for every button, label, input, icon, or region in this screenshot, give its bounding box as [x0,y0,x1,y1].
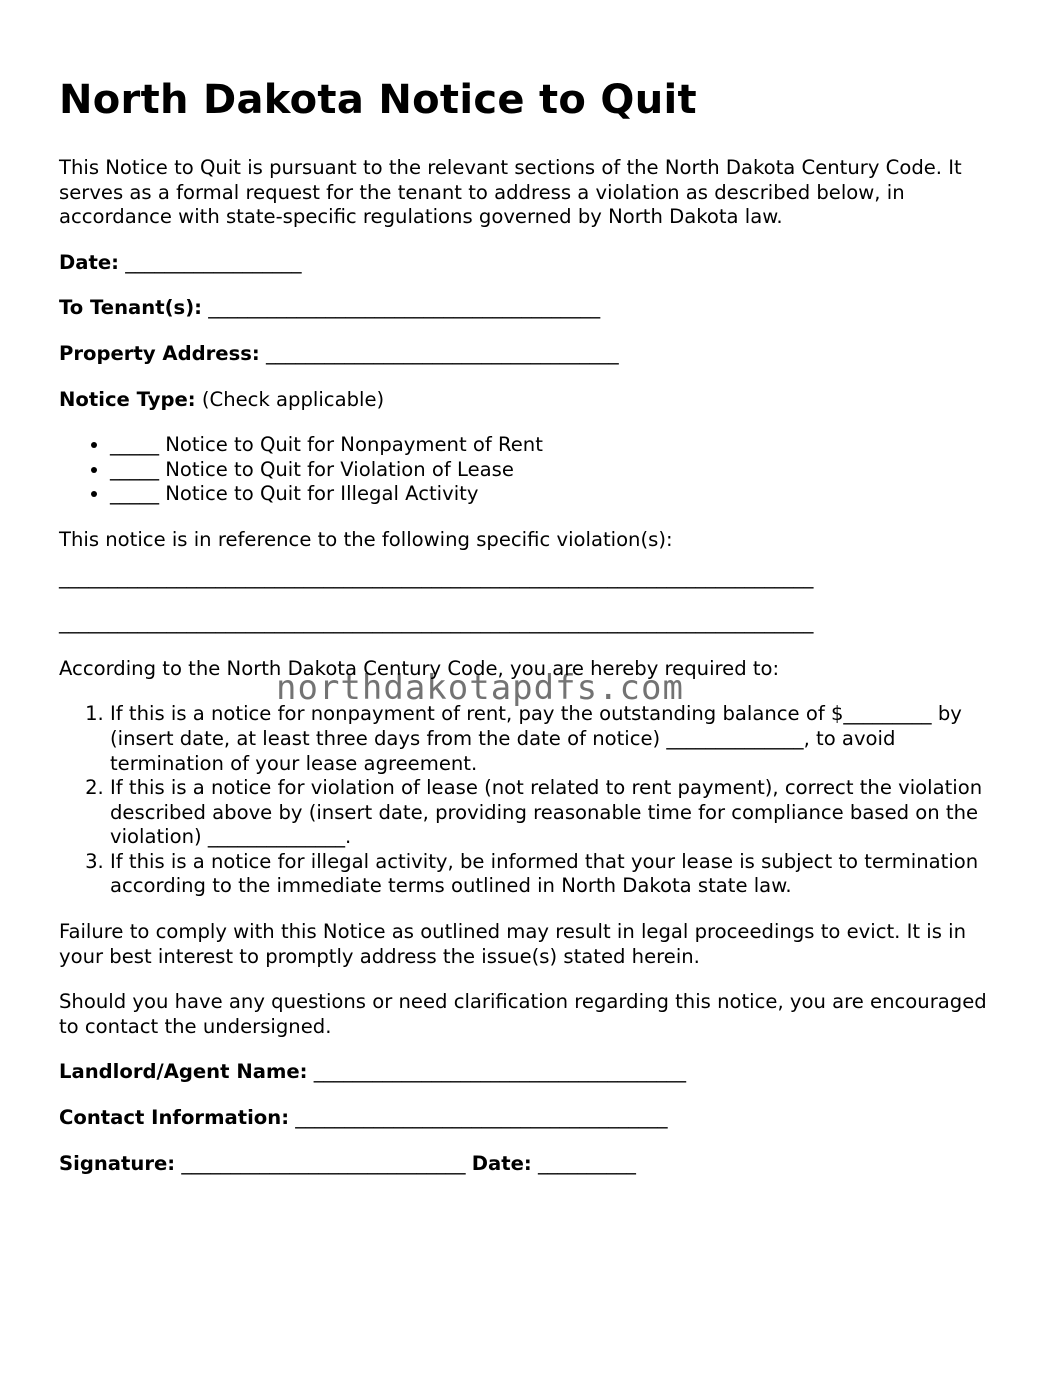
watermark: northdakotapdfs.com [276,668,684,708]
notice-type-heading [59,388,1004,413]
questions-paragraph: Should you have any questions or need clarification regarding this notice, you are encouraged to contact the undersigned. [59,990,987,1038]
signature-label: Signature: [59,1151,176,1175]
property-address-field [59,342,1004,367]
landlord-name-field [59,1060,1004,1085]
signature-blank: _____________________________ [181,1151,466,1175]
tenant-blank: ________________________________________ [208,296,601,320]
requirement-item-nonpayment: 1. If this is a notice for nonpayment of rent, pay the outstanding balance of $_________ by (insert date, at least three days from the date of notice) ______________, to avoid termination of your lease agreement. [110,702,1004,776]
contact-info-label: Contact Information: [59,1106,290,1130]
contact-info-field [59,1106,1004,1131]
landlord-name-label: Landlord/Agent Name: [59,1060,308,1084]
intro-paragraph: This Notice to Quit is pursuant to the relevant sections of the North Dakota Century Code. It serves as a formal request for the tenant to address a violation as described below, in accordance with state-specific regulations governed by North Dakota law. [59,156,962,229]
signature-date-label: Date: [471,1151,532,1175]
landlord-name-blank: ______________________________________ [313,1060,686,1084]
property-address-label: Property Address: [59,341,260,365]
violation-line-2: _____________________________________________________________________________ [59,611,814,635]
contact-info-blank: ______________________________________ [295,1106,668,1130]
notice-type-options [59,433,1004,507]
document-page [59,74,1004,1197]
requirements-intro: According to the North Dakota Century Code, you are hereby required to: [59,656,780,680]
requirement-item-illegal-activity: 3. If this is a notice for illegal activity, be informed that your lease is subject to termination according to the immediate terms outlined in North Dakota state law. [110,850,1004,899]
requirement-item-lease-violation: 2. If this is a notice for violation of lease (not related to rent payment), correct the violation described above by (insert date, providing reasonable time for compliance based on the violation) ______________. [110,776,1004,850]
notice-option-illegal-activity: • _____ Notice to Quit for Illegal Activity [110,482,1004,507]
requirements-list [59,702,1004,899]
tenant-field [59,296,1004,321]
document-title: North Dakota Notice to Quit [59,77,697,123]
notice-type-hint: (Check applicable) [201,387,385,411]
signature-date-blank: __________ [537,1151,636,1175]
violation-line-1: _____________________________________________________________________________ [59,565,814,589]
notice-type-label: Notice Type: [59,387,196,411]
date-blank: __________________ [125,250,302,274]
tenant-label: To Tenant(s): [59,296,202,320]
failure-paragraph: Failure to comply with this Notice as outlined may result in legal proceedings to evict. It is in your best interest to promptly address the issue(s) stated herein. [59,920,967,968]
date-field [59,251,1004,276]
notice-option-nonpayment: • _____ Notice to Quit for Nonpayment of Rent [110,433,1004,458]
violation-intro: This notice is in reference to the following specific violation(s): [59,527,673,551]
notice-option-lease-violation: • _____ Notice to Quit for Violation of Lease [110,458,1004,483]
property-address-blank: ____________________________________ [265,341,619,365]
date-label: Date: [59,250,119,274]
signature-field [59,1152,1004,1177]
